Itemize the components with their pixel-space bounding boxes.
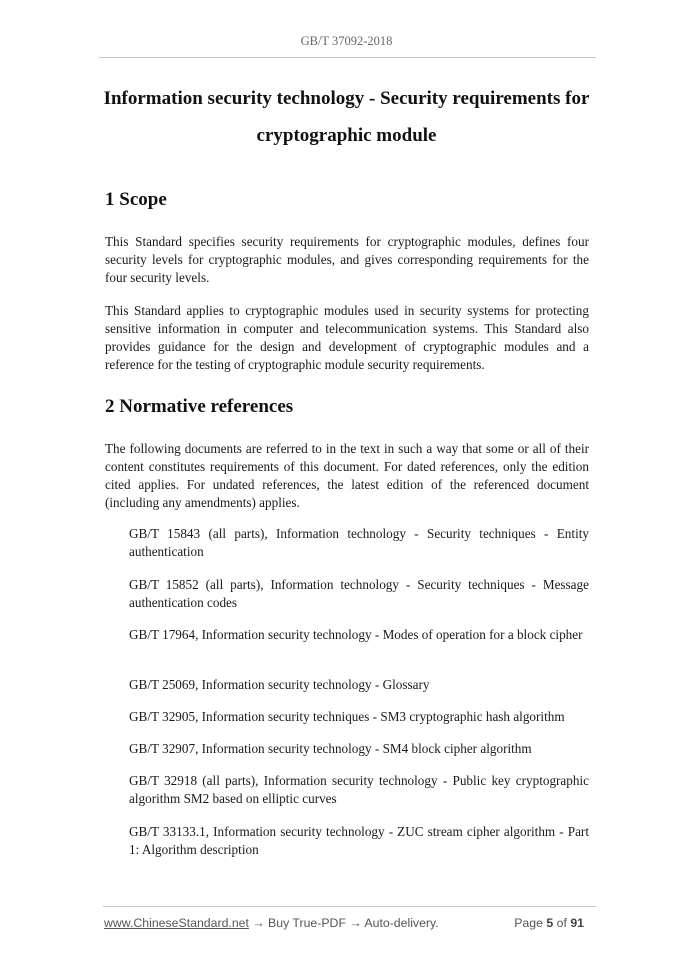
reference-item: GB/T 32918 (all parts), Information security technology - Public key cryptographic algorithm SM2 based on elliptic curves <box>129 773 589 806</box>
title-line-1: Information security technology - Security requirements for <box>103 88 590 109</box>
reference-item: GB/T 32905, Information security techniques - SM3 cryptographic hash algorithm <box>129 709 565 724</box>
page-number: 5 <box>546 916 554 930</box>
page-label: Page <box>514 916 543 930</box>
normative-references-intro: The following documents are referred to in the text in such a way that some or all of their content constitutes requirements of this document. For dated references, only the edition cited applies. For undated references, the latest edition of the referenced document (including any amendments) applies. <box>105 441 589 510</box>
page-indicator <box>514 916 584 930</box>
promo-text: → Buy True-PDF → Auto-delivery. <box>248 916 439 930</box>
reference-item: GB/T 25069, Information security technology - Glossary <box>129 677 430 692</box>
header-divider <box>99 57 596 58</box>
footer-divider <box>103 906 596 907</box>
section-heading-scope: 1 Scope <box>105 189 167 210</box>
standard-id: GB/T 37092-2018 <box>300 34 393 48</box>
reference-item: GB/T 15843 (all parts), Information technology - Security techniques - Entity authentication <box>129 526 589 559</box>
reference-item: GB/T 17964, Information security technology - Modes of operation for a block cipher <box>129 627 583 642</box>
reference-item: GB/T 32907, Information security technology - SM4 block cipher algorithm <box>129 741 532 756</box>
page-footer <box>104 916 594 930</box>
section-heading-normative-references: 2 Normative references <box>105 396 294 417</box>
of-label: of <box>556 916 567 930</box>
website-link[interactable]: www.ChineseStandard.net <box>104 916 249 930</box>
scope-paragraph-2: This Standard applies to cryptographic modules used in security systems for protecting sensitive information in computer and telecommunication systems. This Standard also provides guidance for the design and development of cryptographic modules and a reference for the testing of cryptographic module security requirements. <box>105 303 589 372</box>
scope-paragraph-1: This Standard specifies security requirements for cryptographic modules, defines four security levels for cryptographic modules, and gives corresponding requirements for the four security levels. <box>105 234 589 285</box>
reference-item: GB/T 15852 (all parts), Information technology - Security techniques - Message authentication codes <box>129 577 589 610</box>
title-line-2: cryptographic module <box>256 125 437 146</box>
total-pages: 91 <box>570 916 584 930</box>
reference-item: GB/T 33133.1, Information security technology - ZUC stream cipher algorithm - Part 1: Algorithm description <box>129 824 589 857</box>
document-title <box>60 80 633 154</box>
